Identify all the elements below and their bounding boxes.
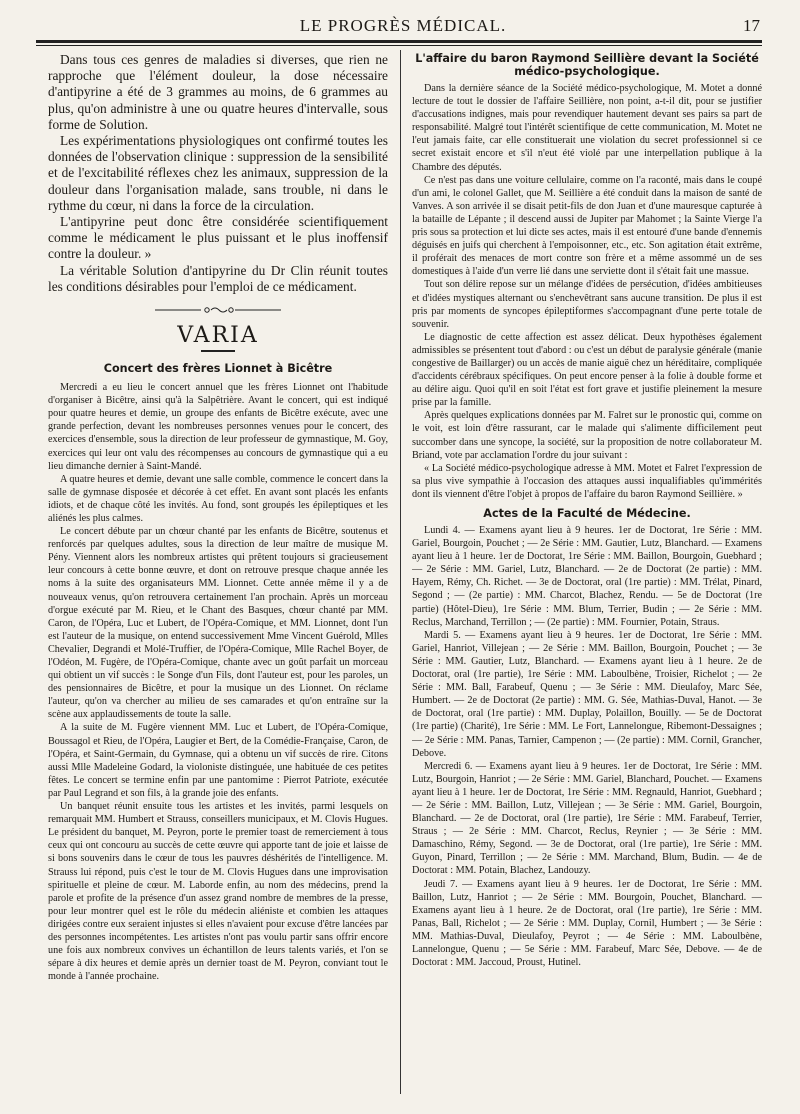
seilliere-paragraph: Dans la dernière séance de la Société médico-psychologique, M. Motet a donné lecture de tout le dossier de l'affaire Seillière, non point, a-t-il dit, pour se justifier d'accusations indignes, mais pour revendiquer hautement devant ses pairs sa part de responsabilité. Malgré tout l'intérêt scientifique de cette communication, M. Motet ne l'eut jamais faite, car elle constituerait une violation du secret professionnel si ce secret existait encore et s'il n'eut été violé par une interpellation publique à la Chambre des députés.	[412, 83, 762, 173]
concert-paragraph: Un banquet réunit ensuite tous les artistes et les invités, parmi lesquels on remarquait MM. Humbert et Strauss, conseillers municipaux, et M. Clovis Hugues. Le président du banquet, M. Peyron, porte le premier toast de remerciement à tous ceux qui ont concouru au succès de cette œuvre qui apporte tant de joie et laisse de si bons souvenirs dans le cœur de tous les pauvres déshérités de l'intelligence. M. Strauss lui répond, puis c'est le tour de M. Clovis Hugues dans une improvisation spirituelle et pleine de cœur. M. Laborde enfin, au nom des médecins, prend la parole et profite de la présence d'un assez grand nombre de membres de la presse, pour leur montrer quel est le rôle du médecin aliéniste et combien les attaques dirigées contre eux seraient injustes si elles n'avaient pour excuse d'être lancées par des personnes incompétentes. Les artistes n'ont pas voulu partir sans offrir encore une fois aux nombreux convives un échantillon de leurs talents variés, et l'on se sépare à dix heures et demie après un dernier toast de M. Peyron, conviant tout le monde à l'année prochaine.	[48, 801, 388, 983]
right-column	[412, 52, 762, 1097]
left-column	[48, 52, 388, 1097]
varia-title: VARIA	[177, 323, 259, 349]
seilliere-paragraph: Après quelques explications données par M. Falret sur le pronostic qui, comme on le voit, est loin d'être rassurant, car le malade qui s'alimente difficilement peut succomber dans une syncope, la société, sur la proposition de notre collaborateur M. Briand, vote par acclamation l'ordre du jour suivant :	[412, 410, 762, 461]
running-title: LE PROGRÈS MÉDICAL.	[299, 16, 507, 35]
concert-paragraph: Le concert débute par un chœur chanté par les enfants de Bicêtre, soutenus et renforcés par quelques adultes, sous la direction de leur maître de musique M. Pény. Viennent alors les nombreux artistes qui prêtent toujours si gracieusement leur concours à cette bonne œuvre, et dont on retrouve presque chaque année les noms à la suite des organisateurs MM. Lionnet. Cette année même il y a de nouveaux venus, qu'on retrouvera certainement l'an prochain. Après un morceau d'orgue exécuté par M. Rieu, et le Chant des Basques, chœur chanté par MM. Caron, de l'Opéra, Luc et Lubert, de l'Opéra-Comique, et MM. Lionnet, dont l'un est l'auteur de la musique, on entend successivement Mme Vincent Guérold, Mlles Chevalier, Degrandi et Molé-Truffier, de l'Opéra-Comique, Mlle Rachel Boyer, de l'Odéon, M. Fugère, de l'Opéra-Comique, chante avec un goût parfait un morceau qui obtient un vif succès : le Songe d'un Fils, dont l'auteur est, pour les paroles, un des pensionnaires de Bicêtre, et pour la musique un des Lionnet. On réclame l'auteur, qu'on va chercher au milieu de ses camarades et qu'on entraîne sur la scène aux applaudissements de toute la salle.	[48, 526, 388, 721]
header-rule-thick	[36, 40, 762, 43]
intro-paragraph: L'antipyrine peut donc être considérée scientifiquement comme le médicament le plus puissant et le plus inoffensif contre la douleur. »	[48, 214, 388, 262]
intro-paragraph: Dans tous ces genres de maladies si diverses, que rien ne rapproche que l'élément douleur, la dose nécessaire d'antipyrine a été de 3 grammes au moins, de 6 grammes au plus, qu'on administre à une ou quatre heures d'intervalle, sous forme de Solution.	[48, 52, 388, 132]
faculte-paragraph: Mercredi 6. — Examens ayant lieu à 9 heures. 1er de Doctorat, 1re Série : MM. Lutz, Bourgoin, Hanriot ; — 2e Série : MM. Gariel, Blanchard, Pouchet. — Examens ayant lieu à 1 heure. 1er de Doctorat, 1re Série : MM. Regnauld, Hanriot, Guebhard ; — 2e Série : MM. Baillon, Lutz, Villejean ; — 3e Série : MM. Gariel, Bourgoin, Blanchard. — 2e de Doctorat, oral (1re partie), 1re Série : MM. Farabeuf, Terrier, Straus ; — 2e Série : MM. Charcot, Reclus, Reynier ; — 3e Série : MM. Damaschino, Rémy, Segond. — 3e de Doctorat, oral (1re partie), 1re Série : MM. Guyon, Pinard, Terrillon ; — 2e Série : MM. Marchand, Blum, Budin. — 4e de Doctorat : MM. Potain, Blachez, Landouzy.	[412, 760, 762, 877]
header-rule-thin	[36, 45, 762, 46]
seilliere-paragraph: Le diagnostic de cette affection est assez délicat. Deux hypothèses également admissibles se présentent tout d'abord : ou c'est un début de paralysie générale (manie congestive de Baillarger) ou un accès de manie aiguë chez un héréditaire, compliquée d'accidents cérébraux spécifiques. On peut encore penser à la folie à double forme et au délire aigu. Quoi qu'il en soit l'état est fort grave et justifie pleinement la mesure prise par la famille.	[412, 331, 762, 409]
intro-paragraph: Les expérimentations physiologiques ont confirmé toutes les données de l'observation clinique : suppression de la sensibilité et de l'excitabilité réflexes chez les animaux, suppression de la douleur dans l'organisation malade, sans trouble, ni dans le rythme du cœur, ni dans la force de la circulation.	[48, 133, 388, 213]
faculte-title: Actes de la Faculté de Médecine.	[483, 507, 691, 520]
seilliere-paragraph: Tout son délire repose sur un mélange d'idées de persécution, d'idées ambitieuses et d'idées mystiques alternant ou s'enchevêtrant sans aucune transition. De plus il est pris par moments de syncopes épileptiformes s'accompagnant d'une perte totale de souvenir.	[412, 279, 762, 330]
seilliere-paragraph: Ce n'est pas dans une voiture cellulaire, comme on l'a raconté, mais dans le coupé d'un ami, le colonel Gallet, que M. Seillière a été conduit dans la maison de santé de Vanves. A son arrivée il se disait petit-fils de don Juan et d'une mauresque capturée à la bataille de Lépante ; il descend aussi de Jupiter par Mahomet ; la Sainte Vierge l'a pris sous sa protection et lui dicte ses actes, mais il est entouré d'une bande d'ennemis déguisés en juifs qui cherchent à l'empoisonner, etc., etc. Son agitation était extrême, il proférait des menaces de mort contre son frère et a même assommé un de ses domestiques à l'aide d'un verre lié dans une serviette dont il s'était fait une massue.	[412, 174, 762, 278]
concert-title: Concert des frères Lionnet à Bicêtre	[103, 362, 333, 376]
page-number: 17	[743, 16, 760, 35]
column-divider	[400, 50, 401, 1094]
seilliere-title: L'affaire du baron Raymond Seillière devant la Société médico-psychologique.	[415, 52, 759, 78]
section-ornament	[153, 305, 283, 315]
faculte-paragraph: Lundi 4. — Examens ayant lieu à 9 heures. 1er de Doctorat, 1re Série : MM. Gariel, Bourgoin, Pouchet ; — 2e Série : MM. Gautier, Lutz, Blanchard. — Examens ayant lieu à 1 heure. 1er de Doctorat, 1re Série : MM. Baillon, Bourgoin, Guebhard ; — 2e Série : MM. Gariel, Lutz, Blanchard. — 2e de Doctorat (2e partie) : MM. Hayem, Rémy, Ch. Richet. — 3e de Doctorat, oral (1re partie) : MM. Trélat, Pinard, Segond ; — (2e partie) : MM. Charcot, Blachez, Rendu. — 5e de Doctorat (1re partie) (Hôtel-Dieu), 1re Série : MM. Blum, Terrier, Budin ; — 2e Série : MM. Reclus, Marchand, Terrillon ; — (2e partie) : MM. Fournier, Potain, Straus.	[412, 525, 762, 628]
page-header	[46, 16, 760, 38]
faculte-paragraph: Jeudi 7. — Examens ayant lieu à 9 heures. 1er de Doctorat, 1re Série : MM. Baillon, Lutz, Hanriot ; — 2e Série : MM. Bourgoin, Pouchet, Blanchard. — Examens ayant lieu à 1 heure. 2e de Doctorat, oral (1re partie), 1re Série : MM. Panas, Ball, Richelot ; — 2e Série : MM. Duplay, Cornil, Humbert ; — 3e Série : MM. Mathias-Duval, Dieulafoy, Peyrot ; — 4e Série : MM. Laboulbène, Lannelongue, Quenu ; — 5e Série : MM. Farabeuf, Marc Sée, Debove. — 4e de Doctorat : MM. Jaccoud, Proust, Hutinel.	[412, 878, 762, 969]
seilliere-paragraph: « La Société médico-psychologique adresse à MM. Motet et Falret l'expression de sa plus vive sympathie à l'occasion des attaques aussi inqualifiables qu'immérités dont ils viennent d'être l'objet à propos de l'affaire du baron Raymond Seillière. »	[412, 462, 762, 500]
concert-paragraph: A quatre heures et demie, devant une salle comble, commence le concert dans la salle de gymnase disposée et décorée à cet effet. En avant sont placés les enfants idiots, et de chaque côté les invités. Au fond, sont groupés les épileptiques et les aliénés les plus calmes.	[48, 473, 388, 524]
title-rule	[201, 350, 235, 352]
faculte-paragraph: Mardi 5. — Examens ayant lieu à 9 heures. 1er de Doctorat, 1re Série : MM. Gariel, Hanriot, Villejean ; — 2e Série : MM. Baillon, Bourgoin, Pouchet ; — 3e Série : MM. Gautier, Lutz, Blanchard. — Examens ayant lieu à 1 heure. 2e de Doctorat, oral (1re partie), 1re Série : MM. Laboulbène, Troisier, Richelot ; — 2e Série : MM. Ball, Farabeuf, Quenu ; — 3e Série : MM. Dieulafoy, Marc Sée, Humbert. — 2e de Doctorat (2e partie) : MM. G. Sée, Mathias-Duval, Hanot. — 3e de Doctorat, oral (1re partie) : MM. Duplay, Polaillon, Bouilly. — 5e de Doctorat (1re partie) (Charité), 1re Série : MM. Le Fort, Lannelongue, Ribemont-Dessaignes ; — 2e Série : MM. Panas, Tarnier, Campenon ; — (2e partie) : MM. Cornil, Grancher, Debove.	[412, 629, 762, 759]
concert-paragraph: Mercredi a eu lieu le concert annuel que les frères Lionnet ont l'habitude d'organiser à Bicêtre, ainsi qu'à la Salpêtrière. Avant le concert, qui est indiqué pour quatre heures et demie, un groupe des enfants de Bicêtre exécute, avec une grande perfection, devant les nombreuses personnes venues pour le concert, des exercices d'ensemble, sous la direction de leur professeur de gymnastique, M. Goy, exercices qui leur ont valu des récompenses au concours de gymnastique qui a eu lieu dimanche dernier à Saint-Mandé.	[48, 382, 388, 472]
concert-paragraph: A la suite de M. Fugère viennent MM. Luc et Lubert, de l'Opéra-Comique, Boussagol et Rieu, de l'Opéra, Laugier et Bert, de la Comédie-Française, Caron, de l'Opéra, et Saint-Germain, du Gymnase, qui a obtenu un vif succès de rire. Citons aussi Mlle Madeleine Godard, la violoniste distinguée, une habituée de ces petites fêtes. Le concert se termine enfin par une pantomime : Pierrot Patriote, exécutée par Paul Legrand et son fils, à la grande joie des enfants.	[48, 722, 388, 799]
intro-paragraph: La véritable Solution d'antipyrine du Dr Clin réunit toutes les conditions désirables pour l'emploi de ce médicament.	[48, 262, 388, 294]
